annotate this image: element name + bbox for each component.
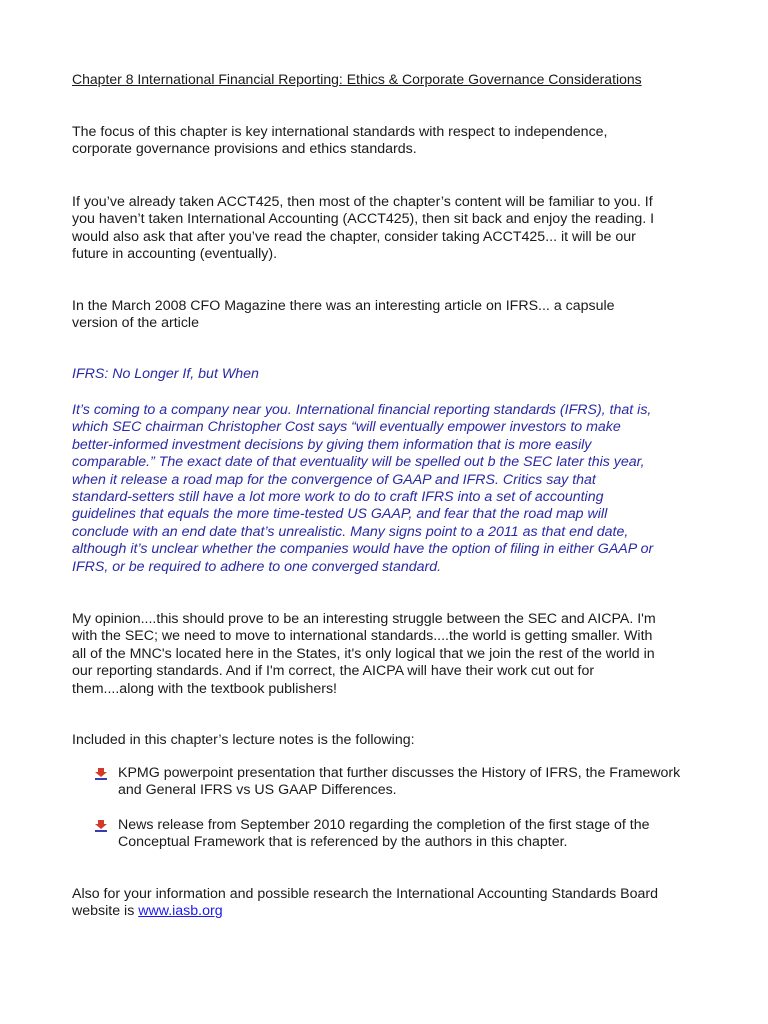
quote-line: It’s coming to a company near you. International financial reporting standards (IFRS), that is, xyxy=(72,402,652,418)
quote-title: IFRS: No Longer If, but When xyxy=(72,366,259,382)
quote-line: comparable.” The exact date of that eventuality will be spelled out b the SEC later this year, xyxy=(72,454,645,471)
text-line: version of the article xyxy=(72,315,199,332)
quote-line: better-informed investment decisions by giving them information that is more easily xyxy=(72,436,592,453)
text-line: with the SEC; we need to move to international standards....the world is getting smaller. With xyxy=(72,628,653,645)
down-arrow-bar-icon xyxy=(94,820,108,832)
quote-line: standard-setters still have a lot more work to do to craft IFRS into a set of accounting xyxy=(72,489,604,506)
text-line: The focus of this chapter is key international standards with respect to independence, xyxy=(72,124,608,140)
text-line: you haven’t taken International Accounting (ACCT425), then sit back and enjoy the reading. I xyxy=(72,211,655,228)
quote-line: IFRS, or be required to adhere to one converged standard. xyxy=(72,558,442,575)
text-line: corporate governance provisions and ethics standards. xyxy=(72,141,417,158)
list-item-line: News release from September 2010 regarding the completion of the first stage of the xyxy=(118,816,650,833)
text-line: our reporting standards. And if I'm correct, the AICPA will have their work cut out for xyxy=(72,663,595,680)
paragraph-included: Included in this chapter’s lecture notes is the following: xyxy=(72,732,415,748)
paragraph-cfo xyxy=(72,298,702,333)
quote-line: which SEC chairman Christopher Cost says “will eventually empower investors to make xyxy=(72,419,621,436)
text-line: In the March 2008 CFO Magazine there was an interesting article on IFRS... a capsule xyxy=(72,298,615,314)
paragraph-info xyxy=(72,886,702,921)
quote-line: guidelines that equals the more time-tested US GAAP, and fear that the road map will xyxy=(72,506,608,523)
list-item-line: KPMG powerpoint presentation that further discusses the History of IFRS, the xyxy=(118,765,606,781)
quote-line: conclude with an end date that’s unrealistic. Many signs point to a 2011 as that end date, xyxy=(72,523,629,540)
text-line xyxy=(72,903,702,920)
text-line: all of the MNC's located here in the States, it's only logical that we join the rest of the world in xyxy=(72,645,655,662)
text-line: future in accounting (eventually). xyxy=(72,246,278,263)
text-line: them....along with the textbook publishers! xyxy=(72,680,337,697)
paragraph-opinion xyxy=(72,611,702,698)
quote-block xyxy=(72,402,702,576)
text-fragment: website is xyxy=(72,903,139,920)
list-item-line: Framework and General IFRS vs US GAAP Differences. xyxy=(118,765,681,799)
quote-line: although it’s unclear whether the companies would have the option of filing in either GAAP or xyxy=(72,541,654,558)
list-item xyxy=(94,765,704,800)
paragraph-acct425 xyxy=(72,194,702,264)
iasb-website-link[interactable]: www.iasb.org xyxy=(138,903,223,920)
list-item-line: Conceptual Framework that is referenced by the authors in this chapter. xyxy=(118,834,568,851)
text-line: Also for your information and possible research the International Accounting Standards Board xyxy=(72,886,658,902)
text-line: would also ask that after you’ve read the chapter, consider taking ACCT425... it will be our xyxy=(72,228,636,245)
text-line: If you’ve already taken ACCT425, then most of the chapter’s content will be familiar to you. If xyxy=(72,194,653,210)
text-line: My opinion....this should prove to be an interesting struggle between the SEC and AICPA. I'm xyxy=(72,611,656,627)
paragraph-focus xyxy=(72,124,702,159)
list-item xyxy=(94,817,704,852)
page-title: Chapter 8 International Financial Reporting: Ethics & Corporate Governance Considerations xyxy=(72,71,642,87)
quote-line: when it release a road map for the convergence of GAAP and IFRS. Critics say that xyxy=(72,471,596,488)
lecture-notes-list xyxy=(94,765,704,852)
down-arrow-bar-icon xyxy=(94,768,108,780)
